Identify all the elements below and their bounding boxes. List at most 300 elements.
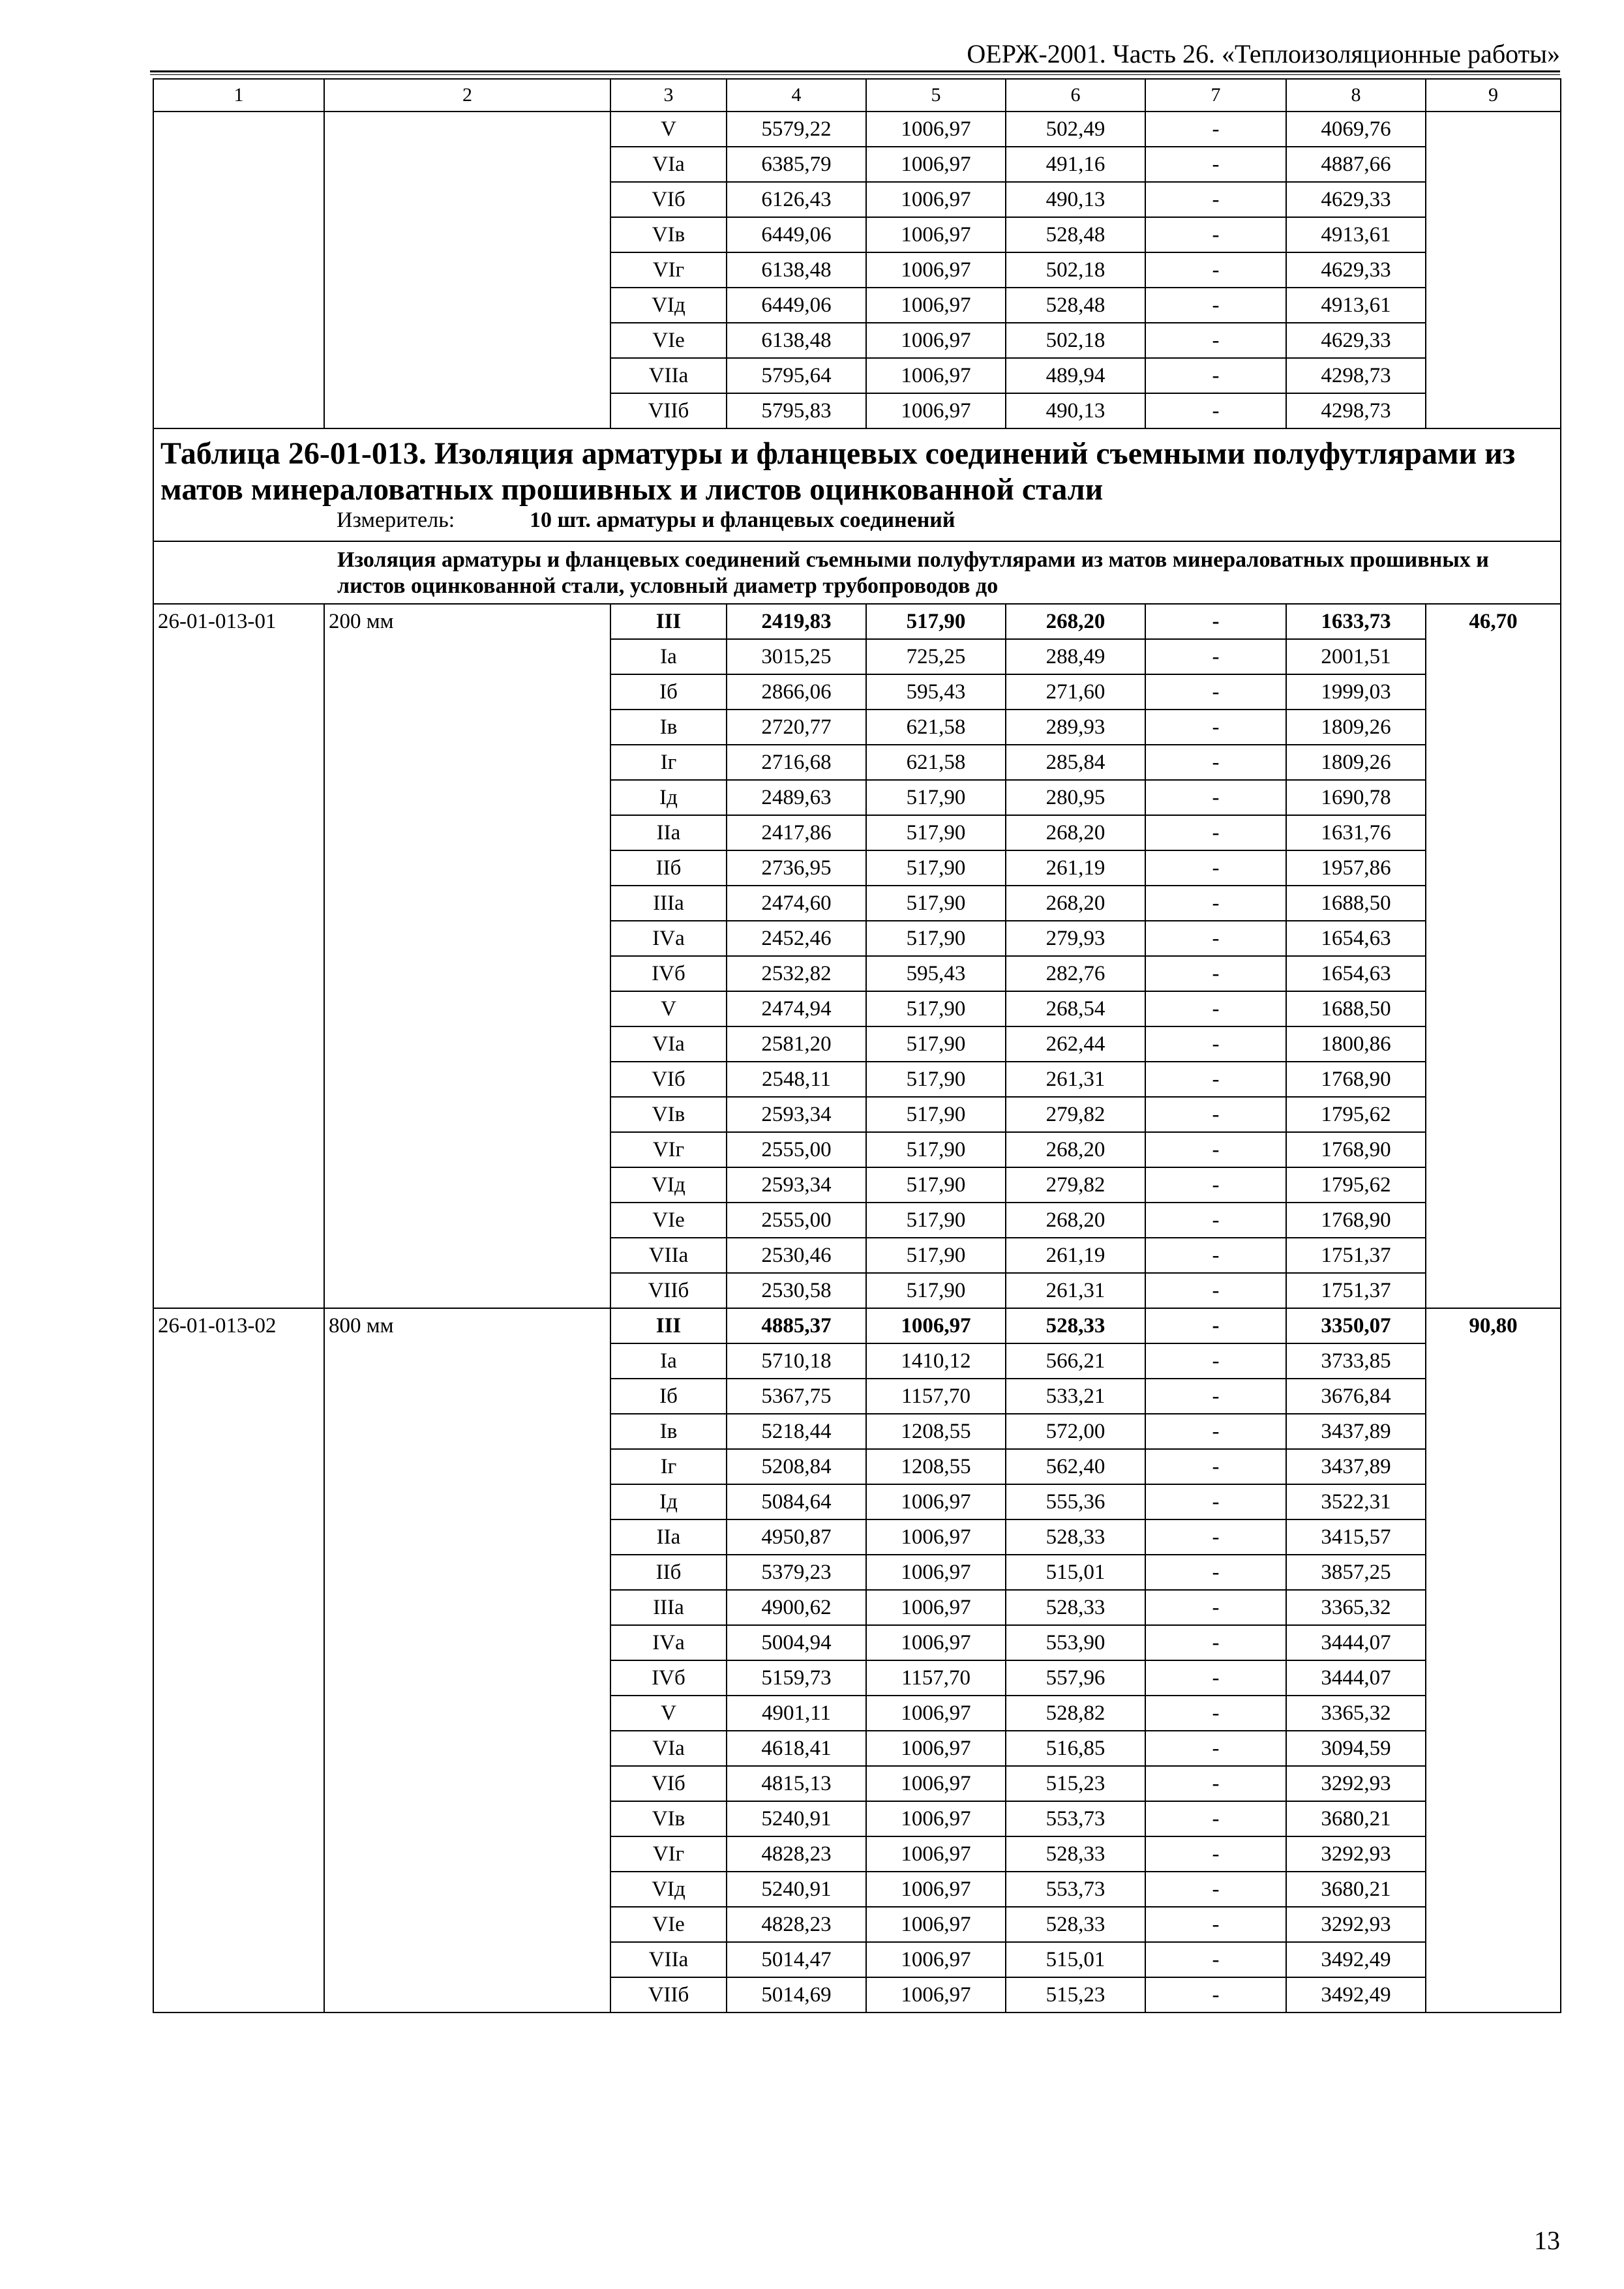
table-cell: 2474,60 xyxy=(727,886,866,921)
table-cell: 2530,58 xyxy=(727,1273,866,1308)
table-cell: - xyxy=(1145,1907,1286,1942)
table-cell: 2716,68 xyxy=(727,745,866,780)
table-row xyxy=(153,1308,1561,1343)
table-cell: - xyxy=(1145,1660,1286,1696)
table-cell: III xyxy=(610,604,727,639)
running-header: ОЕРЖ-2001. Часть 26. «Теплоизоляционные работы» xyxy=(967,39,1560,68)
table-cell: - xyxy=(1145,1555,1286,1590)
table-cell: 1751,37 xyxy=(1286,1273,1426,1308)
table-row xyxy=(153,147,1561,182)
table-cell: VIб xyxy=(610,182,727,217)
table-cell: - xyxy=(1145,780,1286,815)
empty-cell xyxy=(324,112,610,147)
table-cell: - xyxy=(1145,604,1286,639)
table-cell: 1006,97 xyxy=(866,288,1006,323)
table-cell: 1006,97 xyxy=(866,252,1006,288)
column-number-row xyxy=(153,79,1561,112)
table-row xyxy=(153,217,1561,252)
table-cell: 595,43 xyxy=(866,956,1006,991)
table-cell: 2736,95 xyxy=(727,850,866,886)
empty-cell xyxy=(324,323,610,358)
empty-cell xyxy=(1426,112,1561,147)
table-cell: 490,13 xyxy=(1006,393,1145,428)
table-cell: 1006,97 xyxy=(866,217,1006,252)
table-cell: 4618,41 xyxy=(727,1731,866,1766)
empty-cell xyxy=(324,393,610,428)
table-cell: - xyxy=(1145,1414,1286,1449)
table-cell: VIIа xyxy=(610,358,727,393)
table-cell: 515,01 xyxy=(1006,1555,1145,1590)
table-cell: 1688,50 xyxy=(1286,991,1426,1026)
empty-cell xyxy=(153,393,324,428)
table-row xyxy=(153,393,1561,428)
table-cell: IVб xyxy=(610,1660,727,1696)
table-cell: 725,25 xyxy=(866,639,1006,674)
table-cell: 1795,62 xyxy=(1286,1097,1426,1132)
table-body xyxy=(153,79,1561,2012)
table-cell: 1410,12 xyxy=(866,1343,1006,1379)
table-cell: 3676,84 xyxy=(1286,1379,1426,1414)
table-cell: 502,18 xyxy=(1006,323,1145,358)
table-cell: 557,96 xyxy=(1006,1660,1145,1696)
column-number: 9 xyxy=(1426,79,1561,112)
rate-name: 800 мм xyxy=(324,1308,610,2012)
table-cell: V xyxy=(610,1696,727,1731)
table-cell: 5208,84 xyxy=(727,1449,866,1484)
empty-cell xyxy=(324,252,610,288)
table-cell: 1006,97 xyxy=(866,393,1006,428)
table-cell: 517,90 xyxy=(866,604,1006,639)
table-cell: 1006,97 xyxy=(866,1977,1006,2012)
table-cell: III xyxy=(610,1308,727,1343)
table-cell: 517,90 xyxy=(866,1132,1006,1167)
table-cell: 261,19 xyxy=(1006,850,1145,886)
empty-cell xyxy=(153,217,324,252)
table-cell: Iв xyxy=(610,1414,727,1449)
table-cell: 2001,51 xyxy=(1286,639,1426,674)
table-cell: 517,90 xyxy=(866,815,1006,850)
table-cell: - xyxy=(1145,710,1286,745)
table-cell: 5240,91 xyxy=(727,1872,866,1907)
table-cell: IVа xyxy=(610,921,727,956)
table-cell: VIд xyxy=(610,1872,727,1907)
table-cell: 3015,25 xyxy=(727,639,866,674)
table-cell: 3492,49 xyxy=(1286,1977,1426,2012)
table-cell: - xyxy=(1145,112,1286,147)
table-cell: 5084,64 xyxy=(727,1484,866,1519)
table-cell: 1006,97 xyxy=(866,1308,1006,1343)
column-number: 1 xyxy=(153,79,324,112)
table-cell: 5014,69 xyxy=(727,1977,866,2012)
table-cell: 517,90 xyxy=(866,1167,1006,1203)
empty-cell xyxy=(153,147,324,182)
table-cell: 4828,23 xyxy=(727,1836,866,1872)
table-cell: 2530,46 xyxy=(727,1238,866,1273)
empty-cell xyxy=(1426,147,1561,182)
table-cell: 3350,07 xyxy=(1286,1308,1426,1343)
table-cell: 553,73 xyxy=(1006,1801,1145,1836)
table-cell: - xyxy=(1145,1273,1286,1308)
table-cell: VIд xyxy=(610,1167,727,1203)
empty-cell xyxy=(153,182,324,217)
table-cell: 528,33 xyxy=(1006,1590,1145,1625)
table-row xyxy=(153,182,1561,217)
table-cell: VIб xyxy=(610,1062,727,1097)
table-cell: - xyxy=(1145,1519,1286,1555)
table-cell: 6449,06 xyxy=(727,217,866,252)
table-cell: VIе xyxy=(610,1907,727,1942)
table-cell: - xyxy=(1145,323,1286,358)
table-cell: 3292,93 xyxy=(1286,1836,1426,1872)
table-cell: 1006,97 xyxy=(866,358,1006,393)
table-cell: 1006,97 xyxy=(866,1872,1006,1907)
table-cell: 2720,77 xyxy=(727,710,866,745)
table-row xyxy=(153,288,1561,323)
table-cell: 3522,31 xyxy=(1286,1484,1426,1519)
table-cell: Iг xyxy=(610,1449,727,1484)
table-cell: 5014,47 xyxy=(727,1942,866,1977)
table-cell: 2417,86 xyxy=(727,815,866,850)
column-number: 2 xyxy=(324,79,610,112)
table-cell: 2593,34 xyxy=(727,1167,866,1203)
table-cell: 262,44 xyxy=(1006,1026,1145,1062)
table-cell: - xyxy=(1145,1766,1286,1801)
table-cell: 528,33 xyxy=(1006,1308,1145,1343)
table-row xyxy=(153,323,1561,358)
table-cell: 1999,03 xyxy=(1286,674,1426,710)
table-cell: - xyxy=(1145,1308,1286,1343)
column-number: 3 xyxy=(610,79,727,112)
column-number: 8 xyxy=(1286,79,1426,112)
table-cell: - xyxy=(1145,1872,1286,1907)
empty-cell xyxy=(1426,323,1561,358)
table-row xyxy=(153,604,1561,639)
table-cell: 279,82 xyxy=(1006,1097,1145,1132)
table-cell: 3680,21 xyxy=(1286,1801,1426,1836)
table-cell: - xyxy=(1145,639,1286,674)
table-cell: 261,31 xyxy=(1006,1273,1145,1308)
empty-cell xyxy=(324,288,610,323)
table-cell: VIв xyxy=(610,1801,727,1836)
table-cell: 2581,20 xyxy=(727,1026,866,1062)
table-cell: 4900,62 xyxy=(727,1590,866,1625)
table-cell: 1006,97 xyxy=(866,1942,1006,1977)
table-cell: 4828,23 xyxy=(727,1907,866,1942)
table-cell: 4913,61 xyxy=(1286,217,1426,252)
table-cell: 5004,94 xyxy=(727,1625,866,1660)
table-cell: 1006,97 xyxy=(866,1696,1006,1731)
table-cell: IIIа xyxy=(610,1590,727,1625)
table-cell: - xyxy=(1145,147,1286,182)
table-cell: 517,90 xyxy=(866,886,1006,921)
table-cell: 572,00 xyxy=(1006,1414,1145,1449)
table-cell: - xyxy=(1145,1167,1286,1203)
table-cell: Iв xyxy=(610,710,727,745)
table-cell: VIIб xyxy=(610,393,727,428)
empty-cell xyxy=(324,182,610,217)
table-cell: V xyxy=(610,991,727,1026)
table-cell: 4629,33 xyxy=(1286,252,1426,288)
table-cell: 3857,25 xyxy=(1286,1555,1426,1590)
table-cell: 1006,97 xyxy=(866,1836,1006,1872)
table-cell: 517,90 xyxy=(866,991,1006,1026)
measure-row xyxy=(153,507,1561,541)
table-cell: IIб xyxy=(610,850,727,886)
table-cell: 288,49 xyxy=(1006,639,1145,674)
table-cell: 3492,49 xyxy=(1286,1942,1426,1977)
table-cell: 5710,18 xyxy=(727,1343,866,1379)
measure-label: Измеритель: xyxy=(337,508,455,533)
table-cell: 528,82 xyxy=(1006,1696,1145,1731)
table-cell: 1006,97 xyxy=(866,1731,1006,1766)
table-cell: Iб xyxy=(610,674,727,710)
table-cell: 5579,22 xyxy=(727,112,866,147)
table-cell: - xyxy=(1145,1942,1286,1977)
table-cell: 1006,97 xyxy=(866,147,1006,182)
table-cell: VIIа xyxy=(610,1238,727,1273)
table-cell: 1688,50 xyxy=(1286,886,1426,921)
table-cell: 515,23 xyxy=(1006,1977,1145,2012)
table-cell: 502,18 xyxy=(1006,252,1145,288)
table-cell: 1809,26 xyxy=(1286,710,1426,745)
table-cell: - xyxy=(1145,288,1286,323)
table-cell: - xyxy=(1145,1343,1286,1379)
table-cell: 516,85 xyxy=(1006,1731,1145,1766)
table-cell: 2555,00 xyxy=(727,1132,866,1167)
table-cell: - xyxy=(1145,1696,1286,1731)
table-cell: 502,49 xyxy=(1006,112,1145,147)
table-cell: IIIа xyxy=(610,886,727,921)
rate-code: 26-01-013-01 xyxy=(153,604,324,1308)
table-cell: - xyxy=(1145,886,1286,921)
table-cell: 1157,70 xyxy=(866,1379,1006,1414)
table-cell: 2532,82 xyxy=(727,956,866,991)
table-cell: 1006,97 xyxy=(866,1625,1006,1660)
table-cell: VIд xyxy=(610,288,727,323)
table-cell: 6449,06 xyxy=(727,288,866,323)
empty-cell xyxy=(153,252,324,288)
table-cell: 3365,32 xyxy=(1286,1590,1426,1625)
table-cell: 4815,13 xyxy=(727,1766,866,1801)
table-cell: 515,23 xyxy=(1006,1766,1145,1801)
table-cell: 3444,07 xyxy=(1286,1625,1426,1660)
table-cell: 528,33 xyxy=(1006,1519,1145,1555)
table-cell: 1654,63 xyxy=(1286,921,1426,956)
section-subtitle-row xyxy=(153,541,1561,604)
table-cell: 1768,90 xyxy=(1286,1203,1426,1238)
table-cell: 1006,97 xyxy=(866,1484,1006,1519)
table-cell: 4629,33 xyxy=(1286,323,1426,358)
rates-table xyxy=(153,78,1561,2013)
table-cell: VIв xyxy=(610,1097,727,1132)
table-cell: - xyxy=(1145,1977,1286,2012)
table-cell: 1809,26 xyxy=(1286,745,1426,780)
column-number: 4 xyxy=(727,79,866,112)
table-cell: 268,54 xyxy=(1006,991,1145,1026)
empty-cell xyxy=(1426,252,1561,288)
table-cell: VIг xyxy=(610,252,727,288)
table-cell: 1006,97 xyxy=(866,1766,1006,1801)
table-cell: 5367,75 xyxy=(727,1379,866,1414)
empty-cell xyxy=(153,112,324,147)
table-cell: 1006,97 xyxy=(866,1555,1006,1590)
table-cell: 517,90 xyxy=(866,921,1006,956)
table-cell: 279,82 xyxy=(1006,1167,1145,1203)
table-cell: 1006,97 xyxy=(866,1801,1006,1836)
labor-cost: 90,80 xyxy=(1426,1308,1561,2012)
header-rule xyxy=(150,70,1560,72)
table-cell: 6385,79 xyxy=(727,147,866,182)
table-cell: 528,33 xyxy=(1006,1836,1145,1872)
empty-cell xyxy=(324,358,610,393)
table-cell: 2866,06 xyxy=(727,674,866,710)
table-cell: 268,20 xyxy=(1006,1203,1145,1238)
table-cell: 5379,23 xyxy=(727,1555,866,1590)
table-cell: VIIб xyxy=(610,1977,727,2012)
table-cell: 3365,32 xyxy=(1286,1696,1426,1731)
table-cell: 3437,89 xyxy=(1286,1449,1426,1484)
table-cell: - xyxy=(1145,1625,1286,1660)
table-cell: 528,48 xyxy=(1006,217,1145,252)
table-cell: IIа xyxy=(610,1519,727,1555)
table-cell: 4629,33 xyxy=(1286,182,1426,217)
table-cell: 566,21 xyxy=(1006,1343,1145,1379)
table-row xyxy=(153,358,1561,393)
table-cell: - xyxy=(1145,921,1286,956)
subtitle-cell xyxy=(153,541,1561,604)
empty-cell xyxy=(153,323,324,358)
empty-cell xyxy=(153,288,324,323)
table-cell: 3292,93 xyxy=(1286,1907,1426,1942)
measure-value: 10 шт. арматуры и фланцевых соединений xyxy=(530,508,955,533)
table-cell: 1006,97 xyxy=(866,1519,1006,1555)
table-cell: 528,48 xyxy=(1006,288,1145,323)
table-cell: VIе xyxy=(610,1203,727,1238)
table-cell: 489,94 xyxy=(1006,358,1145,393)
header-rule-thin xyxy=(150,74,1560,75)
table-cell: 517,90 xyxy=(866,1203,1006,1238)
table-cell: 555,36 xyxy=(1006,1484,1145,1519)
table-cell: 2474,94 xyxy=(727,991,866,1026)
table-cell: - xyxy=(1145,1731,1286,1766)
table-cell: 2548,11 xyxy=(727,1062,866,1097)
table-cell: 1006,97 xyxy=(866,1907,1006,1942)
empty-cell xyxy=(1426,217,1561,252)
table-cell: 3094,59 xyxy=(1286,1731,1426,1766)
section-subtitle: Изоляция арматуры и фланцевых соединений съемными полуфутлярами из матов минераловатных прошивных и листов оцинкованной стали, условный диаметр трубопроводов до xyxy=(337,548,1489,599)
table-cell: 4069,76 xyxy=(1286,112,1426,147)
table-cell: 4950,87 xyxy=(727,1519,866,1555)
table-cell: - xyxy=(1145,1132,1286,1167)
table-cell: 1690,78 xyxy=(1286,780,1426,815)
table-cell: 553,90 xyxy=(1006,1625,1145,1660)
column-number: 5 xyxy=(866,79,1006,112)
table-cell: 268,20 xyxy=(1006,815,1145,850)
empty-cell xyxy=(324,147,610,182)
labor-cost: 46,70 xyxy=(1426,604,1561,1308)
empty-cell xyxy=(1426,393,1561,428)
table-cell: 3733,85 xyxy=(1286,1343,1426,1379)
table-cell: 4901,11 xyxy=(727,1696,866,1731)
table-cell: - xyxy=(1145,182,1286,217)
table-cell: - xyxy=(1145,745,1286,780)
table-cell: - xyxy=(1145,1801,1286,1836)
table-cell: 517,90 xyxy=(866,1026,1006,1062)
table-cell: - xyxy=(1145,991,1286,1026)
table-cell: 3444,07 xyxy=(1286,1660,1426,1696)
table-cell: - xyxy=(1145,1097,1286,1132)
table-cell: 1208,55 xyxy=(866,1414,1006,1449)
table-cell: VIб xyxy=(610,1766,727,1801)
table-cell: IVа xyxy=(610,1625,727,1660)
measure-cell xyxy=(153,507,1561,541)
table-row xyxy=(153,112,1561,147)
column-number: 6 xyxy=(1006,79,1145,112)
table-cell: 1006,97 xyxy=(866,1590,1006,1625)
rate-name: 200 мм xyxy=(324,604,610,1308)
table-cell: - xyxy=(1145,1449,1286,1484)
table-cell: Iб xyxy=(610,1379,727,1414)
empty-cell xyxy=(324,217,610,252)
table-cell: VIв xyxy=(610,217,727,252)
table-cell: - xyxy=(1145,1590,1286,1625)
table-cell: IIа xyxy=(610,815,727,850)
rate-code: 26-01-013-02 xyxy=(153,1308,324,2012)
table-cell: 3437,89 xyxy=(1286,1414,1426,1449)
table-cell: 1795,62 xyxy=(1286,1167,1426,1203)
page-number: 13 xyxy=(1534,2226,1560,2255)
table-cell: IIб xyxy=(610,1555,727,1590)
table-cell: 261,31 xyxy=(1006,1062,1145,1097)
table-cell: 562,40 xyxy=(1006,1449,1145,1484)
table-cell: 4885,37 xyxy=(727,1308,866,1343)
table-cell: 268,20 xyxy=(1006,604,1145,639)
table-cell: 285,84 xyxy=(1006,745,1145,780)
table-cell: 2452,46 xyxy=(727,921,866,956)
table-cell: - xyxy=(1145,393,1286,428)
table-cell: 6126,43 xyxy=(727,182,866,217)
table-cell: 1633,73 xyxy=(1286,604,1426,639)
table-cell: - xyxy=(1145,358,1286,393)
table-cell: 289,93 xyxy=(1006,710,1145,745)
table-cell: - xyxy=(1145,1238,1286,1273)
table-cell: 1768,90 xyxy=(1286,1062,1426,1097)
table-cell: 517,90 xyxy=(866,1097,1006,1132)
table-cell: 517,90 xyxy=(866,1238,1006,1273)
table-cell: 1957,86 xyxy=(1286,850,1426,886)
table-cell: 268,20 xyxy=(1006,1132,1145,1167)
table-cell: 6138,48 xyxy=(727,323,866,358)
table-cell: VIа xyxy=(610,1731,727,1766)
table-cell: 4298,73 xyxy=(1286,393,1426,428)
table-cell: 4913,61 xyxy=(1286,288,1426,323)
table-cell: - xyxy=(1145,850,1286,886)
table-cell: 1006,97 xyxy=(866,182,1006,217)
empty-cell xyxy=(153,358,324,393)
table-cell: 5218,44 xyxy=(727,1414,866,1449)
table-cell: 6138,48 xyxy=(727,252,866,288)
table-cell: 282,76 xyxy=(1006,956,1145,991)
table-cell: - xyxy=(1145,956,1286,991)
table-cell: 621,58 xyxy=(866,745,1006,780)
table-cell: VIе xyxy=(610,323,727,358)
table-cell: VIIб xyxy=(610,1273,727,1308)
table-cell: 280,95 xyxy=(1006,780,1145,815)
table-cell: 3680,21 xyxy=(1286,1872,1426,1907)
table-cell: 1631,76 xyxy=(1286,815,1426,850)
table-cell: - xyxy=(1145,1062,1286,1097)
table-cell: 1157,70 xyxy=(866,1660,1006,1696)
